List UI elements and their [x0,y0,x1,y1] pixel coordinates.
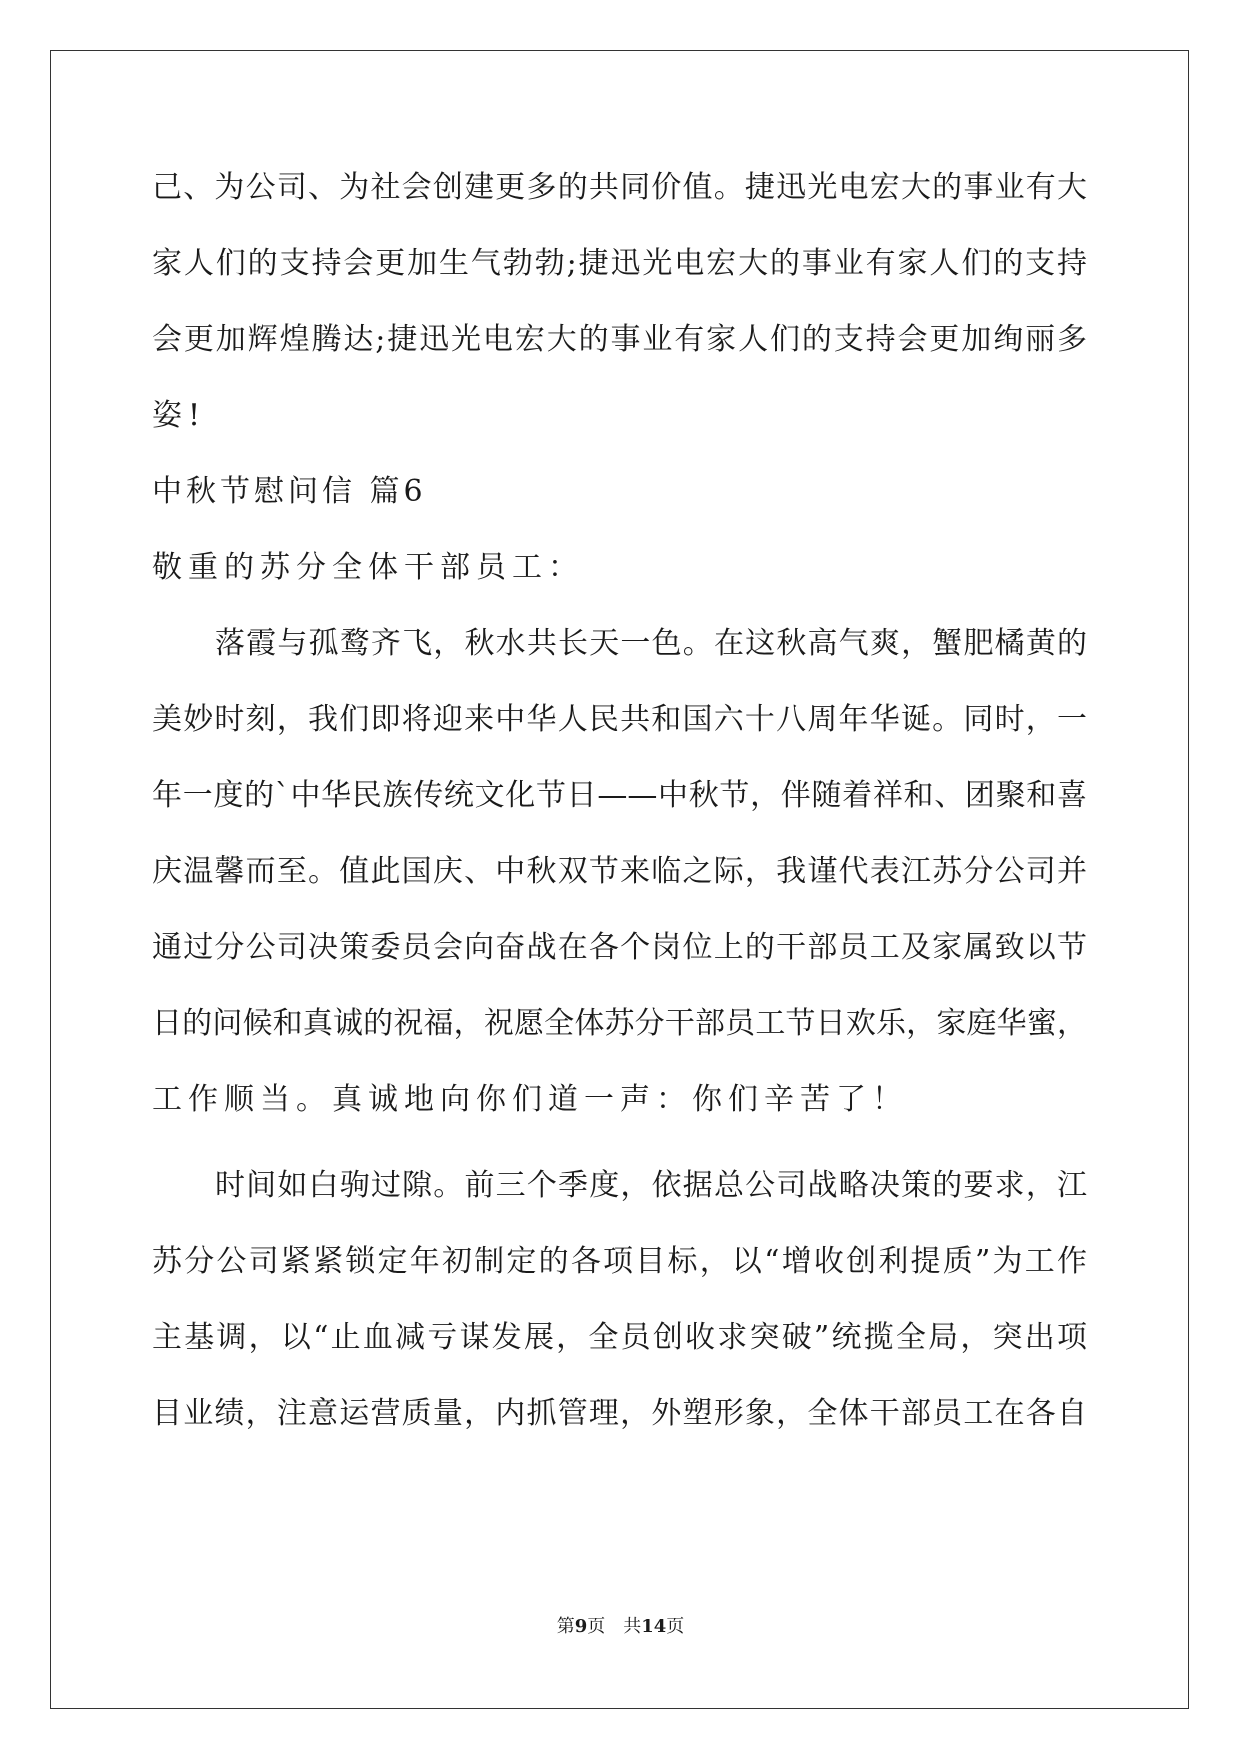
salutation: 敬重的苏分全体干部员工： [152,550,584,585]
paragraph-1-line: 美妙时刻，我们即将迎来中华人民共和国六十八周年华诞。同时，一 [152,702,1087,737]
paragraph-1-line: 日的问候和真诚的祝福，祝愿全体苏分干部员工节日欢乐，家庭华蜜， [152,1006,1087,1041]
paragraph-2-line: 时间如白驹过隙。前三个季度，依据总公司战略决策的要求，江 [215,1168,1087,1203]
paragraph-1-line: 工作顺当。真诚地向你们道一声：你们辛苦了！ [152,1082,908,1117]
body-text-line: 会更加辉煌腾达;捷迅光电宏大的事业有家人们的支持会更加绚丽多 [152,322,1087,357]
page-number [0,1615,1241,1639]
paragraph-1-line: 庆温馨而至。值此国庆、中秋双节来临之际，我谨代表江苏分公司并 [152,854,1087,889]
page-number-current: 9 [574,1616,588,1637]
body-text-line: 姿! [152,398,207,433]
page-number-suffix: 页 [666,1616,685,1637]
page-number-prefix: 第 [556,1616,575,1637]
body-text-line: 家人们的支持会更加生气勃勃;捷迅光电宏大的事业有家人们的支持 [152,246,1087,281]
paragraph-1-line: 年一度的`中华民族传统文化节日——中秋节，伴随着祥和、团聚和喜 [152,778,1087,813]
paragraph-2-line: 主基调，以“止血减亏谋发展，全员创收求突破”统揽全局，突出项 [152,1320,1087,1355]
page-number-mid: 页 共 [587,1616,642,1637]
section-heading: 中秋节慰问信 篇6 [152,474,427,509]
paragraph-1-line: 落霞与孤鹜齐飞，秋水共长天一色。在这秋高气爽，蟹肥橘黄的 [215,626,1087,661]
paragraph-1-line: 通过分公司决策委员会向奋战在各个岗位上的干部员工及家属致以节 [152,930,1087,965]
body-text-line: 己、为公司、为社会创建更多的共同价值。捷迅光电宏大的事业有大 [152,170,1087,205]
paragraph-2-line: 苏分公司紧紧锁定年初制定的各项目标，以“增收创利提质”为工作 [152,1244,1087,1279]
page-number-total: 14 [641,1616,667,1637]
paragraph-2-line: 目业绩，注意运营质量，内抓管理，外塑形象，全体干部员工在各自 [152,1396,1087,1431]
